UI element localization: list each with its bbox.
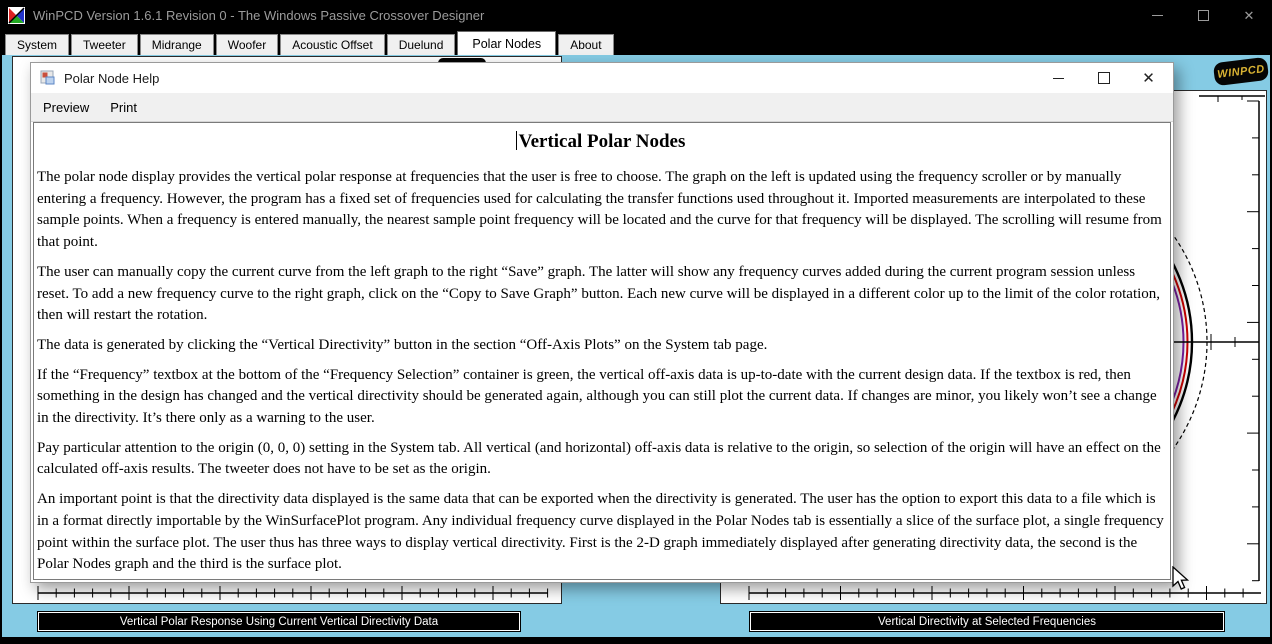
right-graph-caption	[750, 612, 1224, 631]
help-paragraph: The user can manually copy the current curve from the left graph to the right “Save” graph. The latter will show any frequency curves added during the current program session unless reset. To add a new frequency curve to the right graph, click on the “Copy to Save Graph” button. Each new curve will be displayed in a different color up to the limit of the color rotation, then will restart the rotation.	[37, 263, 1161, 324]
help-paragraph: The data is generated by clicking the “Vertical Directivity” button in the section “Off-Axis Plots” on the System tab page.	[37, 336, 768, 353]
window-controls	[1134, 0, 1272, 31]
tab-about[interactable]: About	[558, 34, 613, 55]
tab-strip	[0, 31, 1272, 55]
help-paragraph: An important point is that the directivity data displayed is the same data that can be exported when the directivity is generated. The user has the option to export this data to a file which is in a format directly importable by the WinSurfacePlot program. Any individual frequency curve displayed in the Polar Nodes tab is essentially a slice of the surface plot, a single frequency point within the surface plot. The user thus has three ways to display vertical directivity. First is the 2-D graph immediately displayed after generating directivity data, the second is the Polar Nodes graph and the third is the surface plot.	[37, 491, 1164, 573]
dialog-minimize-icon	[1053, 78, 1064, 79]
tab-polar-nodes[interactable]: Polar Nodes	[457, 31, 556, 55]
tab-tweeter[interactable]: Tweeter	[71, 34, 138, 55]
dialog-maximize-button[interactable]	[1081, 63, 1126, 93]
tab-acoustic-offset[interactable]: Acoustic Offset	[280, 34, 384, 55]
dialog-minimize-button[interactable]	[1036, 63, 1081, 93]
winpcd-badge	[1213, 57, 1269, 86]
text-caret	[516, 131, 517, 150]
tab-woofer[interactable]: Woofer	[216, 34, 278, 55]
close-icon: ✕	[1243, 8, 1255, 23]
polar-node-help-dialog	[30, 62, 1174, 583]
close-button[interactable]	[1226, 0, 1272, 31]
polar-nodes-page	[0, 55, 1272, 644]
minimize-button[interactable]	[1134, 0, 1180, 31]
dialog-close-icon: ✕	[1142, 69, 1155, 87]
dialog-titlebar[interactable]	[31, 63, 1173, 93]
dialog-controls	[1036, 63, 1171, 93]
right-graph-caption-label: Vertical Directivity at Selected Frequencies	[878, 615, 1096, 628]
menu-preview[interactable]: Preview	[43, 99, 90, 115]
dialog-close-button[interactable]	[1126, 63, 1171, 93]
window-title: WinPCD Version 1.6.1 Revision 0 - The Windows Passive Crossover Designer	[33, 8, 485, 23]
tab-duelund[interactable]: Duelund	[387, 34, 456, 55]
left-graph-caption-label: Vertical Polar Response Using Current Vertical Directivity Data	[119, 615, 439, 628]
tab-system[interactable]: System	[5, 34, 69, 55]
dialog-app-icon	[40, 70, 56, 86]
mouse-cursor	[1172, 566, 1192, 593]
help-paragraph: The polar node display provides the vertical polar response at frequencies that the user is free to choose. The graph on the left is updated using the frequency scroller or by manually entering a frequency. However, the program has a fixed set of frequencies used for calculating the transfer functions used throughout it. Imported measurements are interpolated to these sample points. When a frequency is entered manually, the nearest sample point frequency will be located and the curve for that frequency will be displayed. The scrolling will resume from that point.	[37, 169, 1162, 251]
dialog-title: Polar Node Help	[64, 70, 160, 86]
app-icon	[8, 7, 25, 24]
help-heading: Vertical Polar Nodes	[37, 130, 1164, 154]
dialog-menubar	[31, 93, 1173, 122]
help-text-area[interactable]	[33, 122, 1171, 580]
window-bottom-edge	[0, 637, 1272, 644]
maximize-icon	[1198, 10, 1209, 21]
app-titlebar	[0, 0, 1272, 31]
menu-print[interactable]: Print	[110, 99, 137, 115]
help-paragraph: If the “Frequency” textbox at the bottom of the “Frequency Selection” container is green, the vertical off-axis data is up-to-date with the current design data. If the textbox is red, then something in the design has changed and the vertical directivity should be generated again, although you can still plot the current data. If changes are minor, you likely won’t see a change in the directivity. It’s there only as a warning to the user.	[37, 366, 1157, 427]
maximize-button[interactable]	[1180, 0, 1226, 31]
winpcd-badge-label: WINPCD	[1216, 62, 1266, 81]
dialog-maximize-icon	[1098, 72, 1110, 84]
tab-midrange[interactable]: Midrange	[140, 34, 214, 55]
left-graph-caption	[38, 612, 520, 631]
help-paragraph: Pay particular attention to the origin (0, 0, 0) setting in the System tab. All vertical (and horizontal) off-axis data is relative to the origin, so selection of the origin will have an effect on the calculated off-axis results. The tweeter does not have to be set as the origin.	[37, 439, 1161, 478]
minimize-icon	[1152, 15, 1163, 16]
